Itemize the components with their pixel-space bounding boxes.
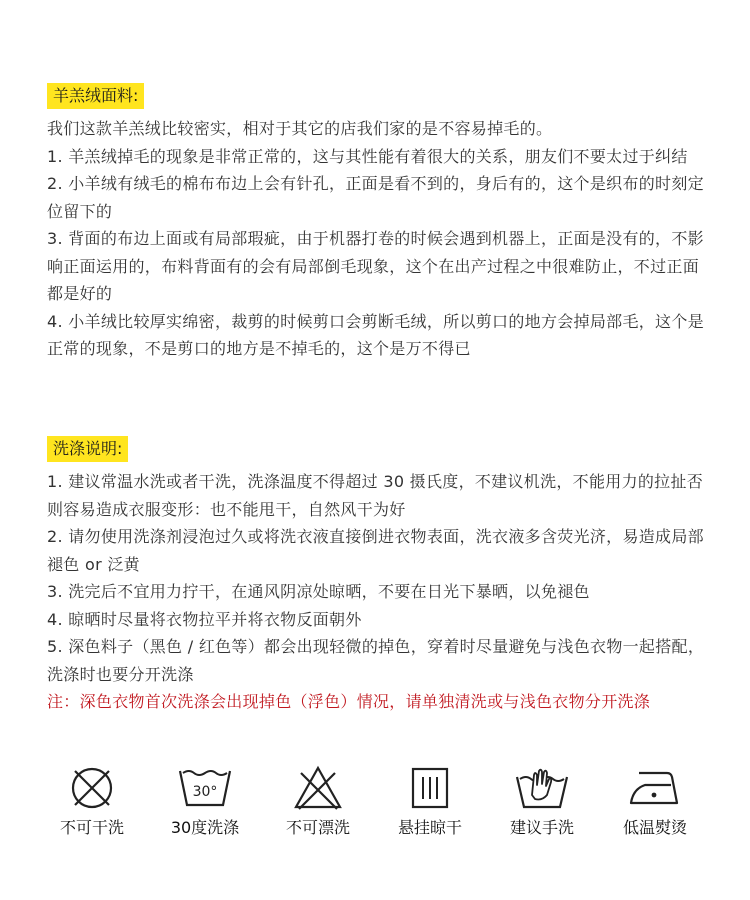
washing-line: 5. 深色料子（黑色 / 红色等）都会出现轻微的掉色，穿着时尽量避免与浅色衣物一起搭配，洗涤时也要分开洗涤 bbox=[47, 637, 705, 684]
care-item-no-bleach bbox=[263, 765, 373, 838]
care-item-low-iron bbox=[600, 765, 710, 838]
svg-text:30°: 30° bbox=[192, 784, 218, 800]
fabric-line: 4. 小羊绒比较厚实绵密，裁剪的时候剪口会剪断毛绒，所以剪口的地方会掉局部毛，这个是正常的现象，不是剪口的地方是不掉毛的，这个是万不得已 bbox=[47, 311, 704, 358]
fabric-line: 2. 小羊绒有绒毛的棉布布边上会有针孔，正面是看不到的，身后有的，这个是织布的时刻定位留下的 bbox=[47, 174, 704, 221]
care-label: 不可干洗 bbox=[59, 818, 124, 837]
fabric-heading: 羊羔绒面料: bbox=[47, 83, 144, 109]
no-dry-clean-icon bbox=[69, 765, 115, 811]
washing-line: 2. 请勿使用洗涤剂浸泡过久或将洗衣液直接倒进衣物表面，洗衣液多含荧光济，易造成局部褪色 or 泛黄 bbox=[47, 527, 704, 574]
no-bleach-icon bbox=[293, 765, 343, 811]
washing-heading: 洗涤说明: bbox=[47, 436, 128, 462]
care-item-wash-30 bbox=[150, 765, 260, 838]
hang-dry-icon bbox=[407, 765, 453, 811]
washing-line: 4. 晾晒时尽量将衣物拉平并将衣物反面朝外 bbox=[47, 609, 362, 629]
fabric-line: 我们这款羊羔绒比较密实，相对于其它的店我们家的是不容易掉毛的。 bbox=[47, 119, 553, 138]
care-label: 悬挂晾干 bbox=[397, 818, 462, 837]
care-icons-row bbox=[40, 765, 710, 845]
wash-30-icon bbox=[177, 765, 233, 811]
washing-paragraph bbox=[47, 468, 712, 716]
washing-line: 1. 建议常温水洗或者干洗，洗涤温度不得超过 30 摄氏度，不建议机洗，不能用力的拉扯否则容易造成衣服变形：也不能甩干，自然风干为好 bbox=[47, 472, 704, 519]
low-iron-icon bbox=[627, 765, 683, 811]
care-label: 低温熨烫 bbox=[622, 818, 687, 837]
fabric-paragraph bbox=[47, 115, 712, 363]
care-item-hang-dry bbox=[375, 765, 485, 838]
care-item-no-dry-clean bbox=[37, 765, 147, 838]
care-label: 建议手洗 bbox=[509, 818, 574, 837]
care-item-hand-wash bbox=[487, 765, 597, 838]
washing-line: 3. 洗完后不宜用力拧干，在通风阴凉处晾晒，不要在日光下暴晒，以免褪色 bbox=[47, 582, 590, 601]
fabric-line: 1. 羊羔绒掉毛的现象是非常正常的，这与其性能有着很大的关系，朋友们不要太过于纠结 bbox=[47, 146, 688, 166]
care-label: 30度洗涤 bbox=[170, 818, 240, 837]
care-label: 不可漂洗 bbox=[285, 818, 350, 837]
hand-wash-icon bbox=[514, 765, 570, 811]
washing-note: 注：深色衣物首次洗涤会出现掉色（浮色）情况，请单独清洗或与浅色衣物分开洗涤 bbox=[47, 692, 651, 711]
fabric-line: 3. 背面的布边上面或有局部瑕疵，由于机器打卷的时候会遇到机器上，正面是没有的，不影响正面运用的，布料背面有的会有局部倒毛现象，这个在出产过程之中很难防止，不过正面都是好的 bbox=[47, 229, 704, 303]
